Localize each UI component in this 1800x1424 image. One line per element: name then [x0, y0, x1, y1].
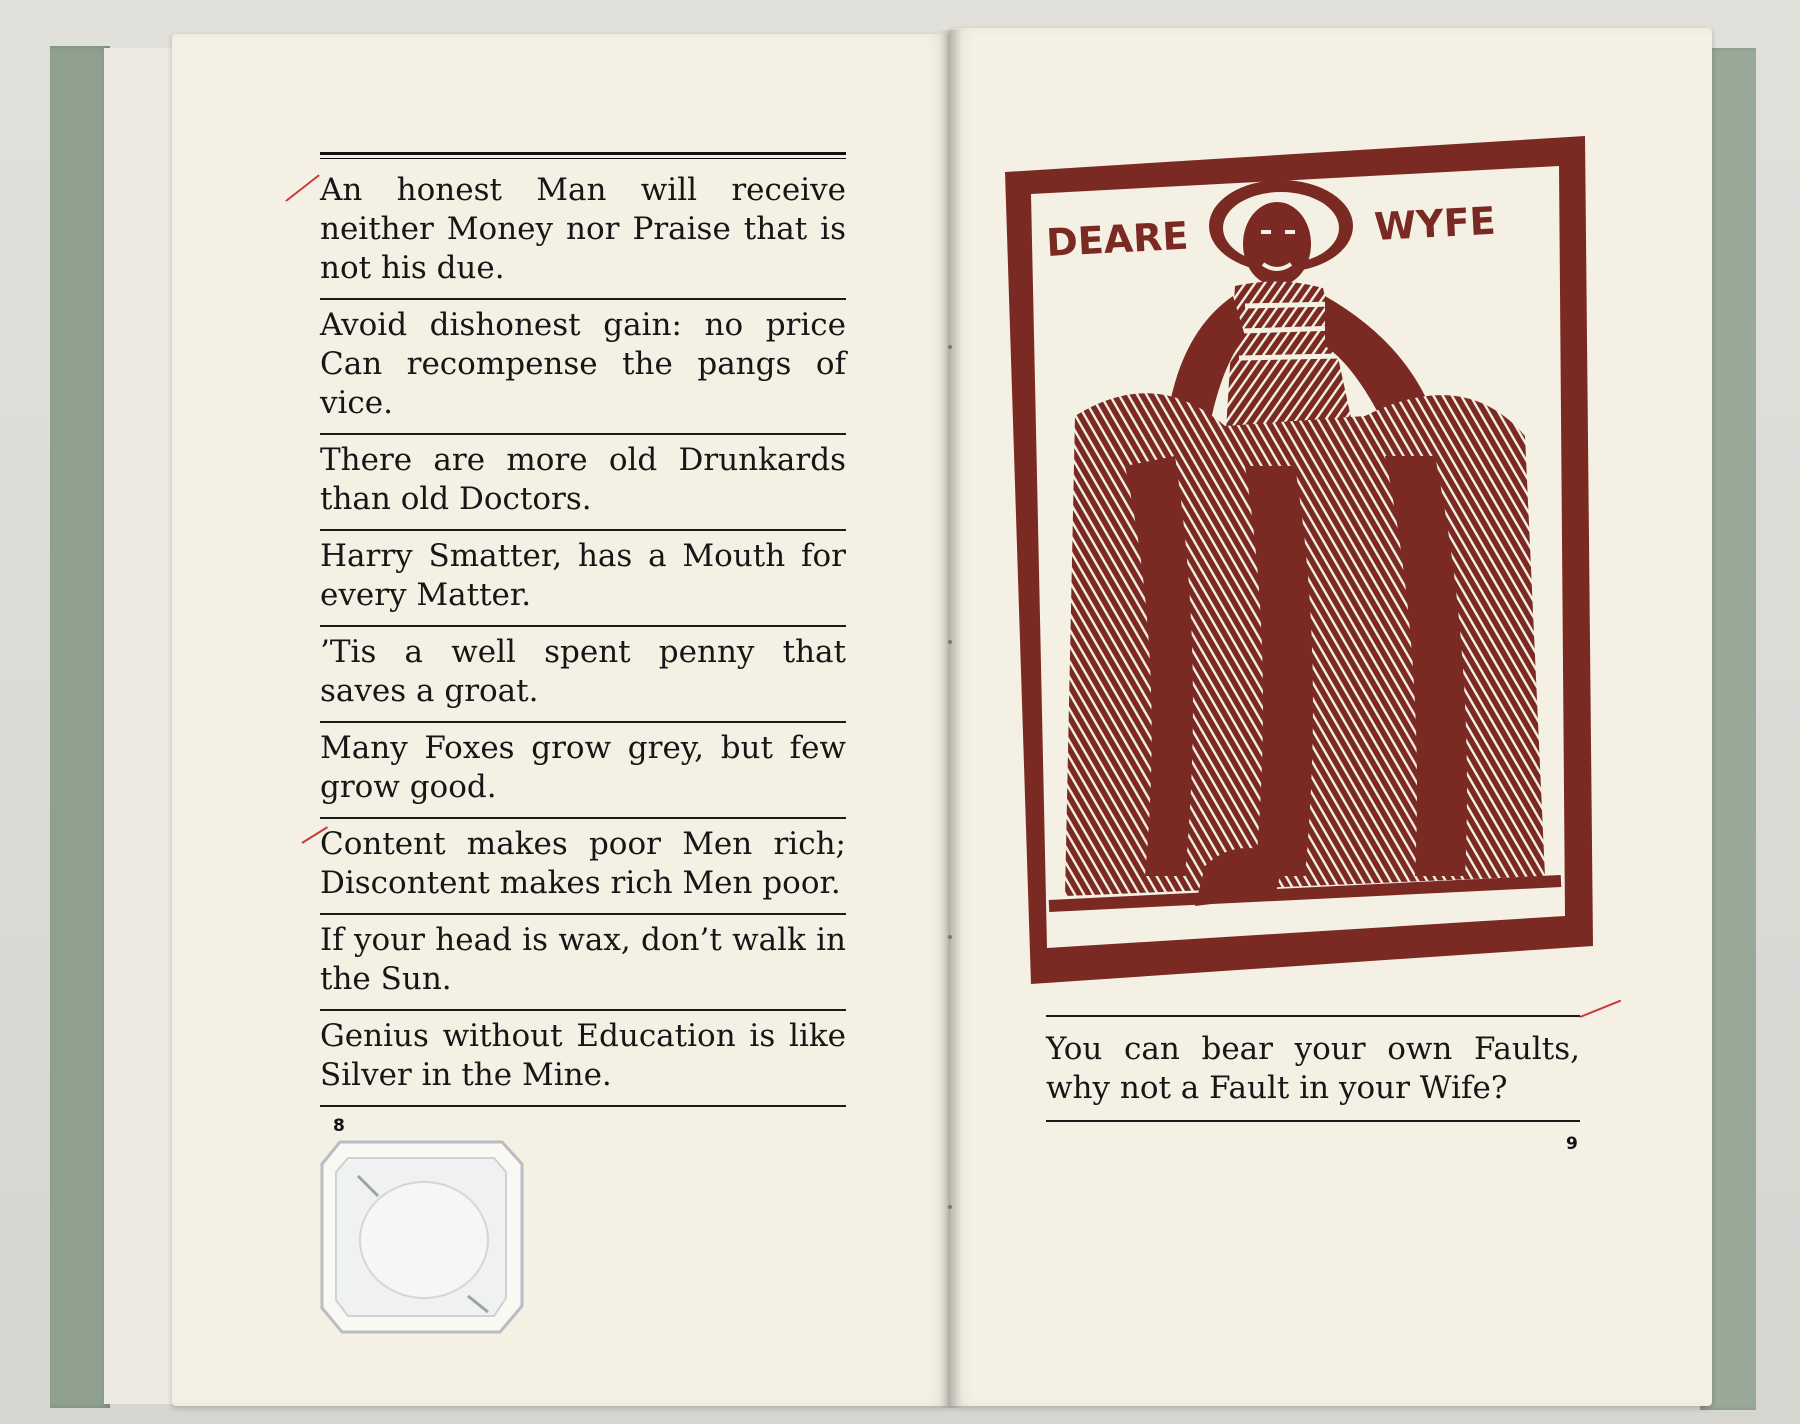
proverb-item: [320, 723, 846, 819]
proverb-text: Content makes poor Men rich; Discontent makes rich Men poor.: [320, 826, 846, 901]
proverb-item: [320, 915, 846, 1011]
page-number-left: 8: [333, 1116, 345, 1136]
glass-paperweight: [318, 1136, 524, 1336]
book-gutter: [940, 30, 962, 1408]
proverb-text: There are more old Drunkards than old Doctors.: [320, 442, 846, 517]
proverb-item: [320, 300, 846, 435]
woodcut-caption: [1046, 1015, 1580, 1122]
binding-stitch: [948, 1205, 952, 1209]
binding-stitch: [948, 640, 952, 644]
woodcut-illustration: [1005, 136, 1593, 984]
proverb-list: [320, 152, 846, 1107]
proverb-item: [320, 1011, 846, 1107]
proverb-item: [320, 435, 846, 531]
book-cover-left: [50, 46, 110, 1408]
proverb-item: [320, 819, 846, 915]
binding-stitch: [948, 345, 952, 349]
proverb-text: If your head is wax, don’t walk in the Sun.: [320, 922, 846, 997]
proverb-text: Harry Smatter, has a Mouth for every Matter.: [320, 538, 846, 613]
caption-text: You can bear your own Faults, why not a Fault in your Wife?: [1046, 1031, 1580, 1106]
double-rule: [320, 152, 846, 159]
proverb-item: [320, 627, 846, 723]
woodcut-svg: [1005, 136, 1593, 984]
binding-stitch: [948, 935, 952, 939]
proverb-text: Avoid dishonest gain: no price Can recompense the pangs of vice.: [320, 307, 846, 421]
proverb-text: An honest Man will receive neither Money nor Praise that is not his due.: [320, 172, 846, 286]
proverb-text: Many Foxes grow grey, but few grow good.: [320, 730, 846, 805]
proverb-item: [320, 165, 846, 300]
woodcut-word-left: DEARE: [1045, 213, 1190, 265]
page-number-right: 9: [1566, 1134, 1578, 1154]
woodcut-face: [1243, 202, 1311, 286]
proverb-item: [320, 531, 846, 627]
proverb-text: Genius without Education is like Silver in the Mine.: [320, 1018, 846, 1093]
paperweight-svg: [318, 1136, 524, 1336]
woodcut-word-right: WYFE: [1373, 198, 1497, 249]
proverb-text: ’Tis a well spent penny that saves a groat.: [320, 634, 846, 709]
